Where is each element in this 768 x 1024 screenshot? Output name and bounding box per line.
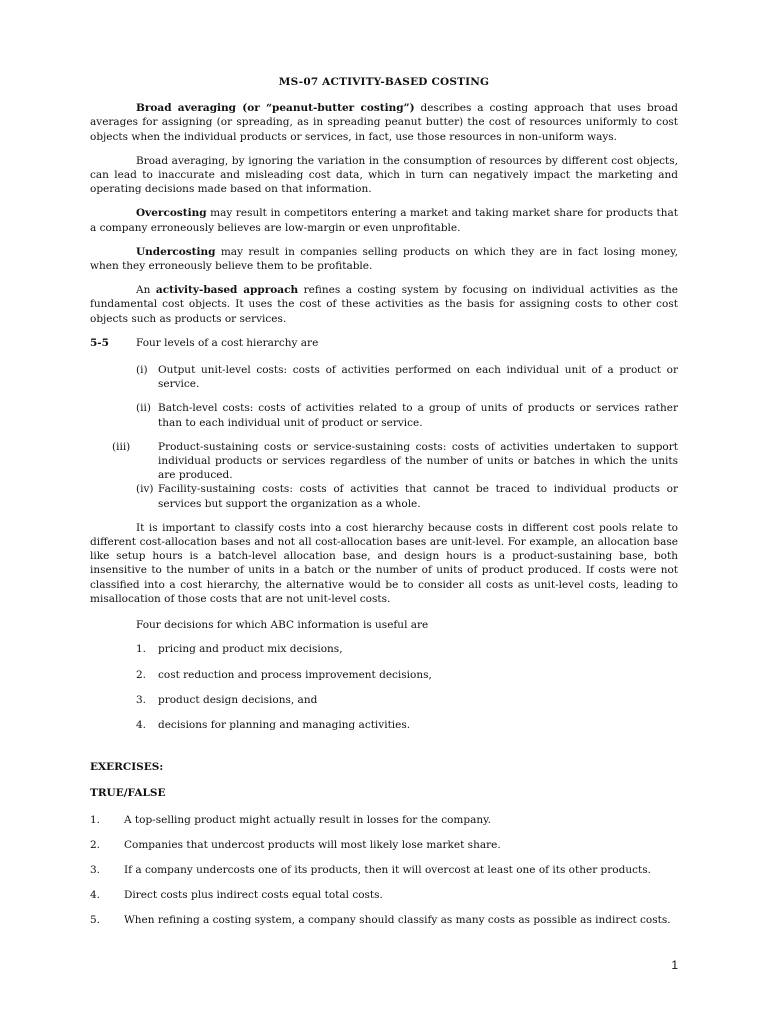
section-number: 5-5 <box>90 336 109 349</box>
list-item-number: 4. <box>136 718 147 731</box>
exercise-text: Direct costs plus indirect costs equal total costs. <box>124 889 383 902</box>
exercise-number: 5. <box>90 914 101 927</box>
exercise-text: Companies that undercost products will most likely lose market share. <box>124 838 501 851</box>
hierarchy-item <box>90 363 678 391</box>
list-item-text: pricing and product mix decisions, <box>158 643 343 656</box>
page-number: 1 <box>671 957 678 972</box>
paragraph-activity-based <box>90 283 678 326</box>
list-item-text: decisions for planning and managing activities. <box>158 718 411 731</box>
paragraph-text: refines a costing system by focusing on individual activities as the fundamental cost objects. It uses the cost of these activities as the basis for assigning costs to other cost objects such as products or services. <box>90 284 678 325</box>
exercises-heading: EXERCISES: <box>90 761 164 774</box>
exercise-item <box>90 838 678 852</box>
exercise-text: When refining a costing system, a company should classify as many costs as possible as indirect costs. <box>124 914 671 927</box>
hierarchy-item <box>90 482 678 510</box>
page-content <box>90 75 678 939</box>
true-false-list <box>90 813 678 928</box>
term-broad-averaging: Broad averaging (or “peanut-butter costing”) <box>136 102 415 115</box>
paragraph-text: may result in companies selling products on which they are in fact losing money, when they erroneously believe them to be profitable. <box>90 245 678 273</box>
exercise-item <box>90 888 678 902</box>
hierarchy-item <box>90 440 678 483</box>
paragraph-broad-averaging <box>90 101 678 144</box>
page-title: MS-07 ACTIVITY-BASED COSTING <box>278 76 490 88</box>
exercise-number: 1. <box>90 813 101 826</box>
hierarchy-item-text: Batch-level costs: costs of activities related to a group of units of products or services rather than to each individual unit of product or service. <box>158 402 678 429</box>
cost-hierarchy-heading <box>90 336 678 350</box>
decisions-intro: Four decisions for which ABC information is useful are <box>136 619 429 632</box>
exercise-item <box>90 863 678 877</box>
hierarchy-item-text: Facility-sustaining costs: costs of activities that cannot be traced to individual products or services but support the organization as a whole. <box>158 483 678 510</box>
hierarchy-item-number: (iii) <box>112 440 131 453</box>
list-item <box>136 693 678 707</box>
hierarchy-item-text: Product-sustaining costs or service-sustaining costs: costs of activities undertaken to support individual products or services regardless of the number of units or batches in which the units are produced. <box>158 440 678 482</box>
paragraph-text: An <box>136 284 156 297</box>
paragraph-text: may result in competitors entering a market and taking market share for products that a company erroneously believes are low-margin or even unprofitable. <box>90 207 678 234</box>
exercise-number: 2. <box>90 838 101 851</box>
hierarchy-item-text: Output unit-level costs: costs of activities performed on each individual unit of a product or service. <box>158 364 678 391</box>
paragraph-broad-averaging-effects: Broad averaging, by ignoring the variation in the consumption of resources by different cost objects, can lead to inaccurate and misleading cost data, which in turn can negatively impact the marketing and operating decisions made based on that information. <box>90 154 678 196</box>
list-item <box>136 718 678 732</box>
list-item-text: cost reduction and process improvement decisions, <box>158 668 432 681</box>
paragraph-hierarchy-explanation: It is important to classify costs into a cost hierarchy because costs in different cost pools relate to different cost-allocation bases and not all cost-allocation bases are unit-level. For example, an allocation base like setup hours is a batch-level allocation base, and design hours is a product-sustaining base, both insensitive to the number of units in a batch or the number of units of product produced. If costs were not classified into a cost hierarchy, the alternative would be to consider all costs as unit-level costs, leading to misallocation of those costs that are not unit-level costs. <box>90 521 678 605</box>
term-activity-based-approach: activity-based approach <box>155 284 299 297</box>
exercise-text: If a company undercosts one of its products, then it will overcost at least one of its other products. <box>124 863 651 876</box>
list-item <box>136 642 678 656</box>
term-undercosting: Undercosting <box>136 245 216 258</box>
true-false-heading: TRUE/FALSE <box>90 787 166 800</box>
hierarchy-item-number: (iv) <box>136 483 154 496</box>
decisions-list <box>90 642 678 732</box>
exercise-number: 4. <box>90 889 101 902</box>
exercise-item <box>90 913 678 927</box>
hierarchy-item-number: (ii) <box>136 402 151 415</box>
paragraph-text: describes a costing approach that uses broad averages for assigning (or spreading, as in spreading peanut butter) the cost of resources uniformly to cost objects when the individual products or services, in fact, use those resources in non-uniform ways. <box>90 102 678 143</box>
section-heading-text: Four levels of a cost hierarchy are <box>136 336 319 349</box>
exercise-number: 3. <box>90 863 101 876</box>
hierarchy-item <box>90 401 678 429</box>
list-item-number: 1. <box>136 643 147 656</box>
hierarchy-item-number: (i) <box>136 364 148 377</box>
exercise-text: A top-selling product might actually result in losses for the company. <box>124 813 491 826</box>
list-item-number: 3. <box>136 693 147 706</box>
term-overcosting: Overcosting <box>136 207 207 220</box>
list-item <box>136 668 678 682</box>
list-item-number: 2. <box>136 668 147 681</box>
paragraph-undercosting <box>90 245 678 273</box>
list-item-text: product design decisions, and <box>158 693 318 706</box>
exercise-item <box>90 813 678 827</box>
paragraph-overcosting <box>90 206 678 234</box>
